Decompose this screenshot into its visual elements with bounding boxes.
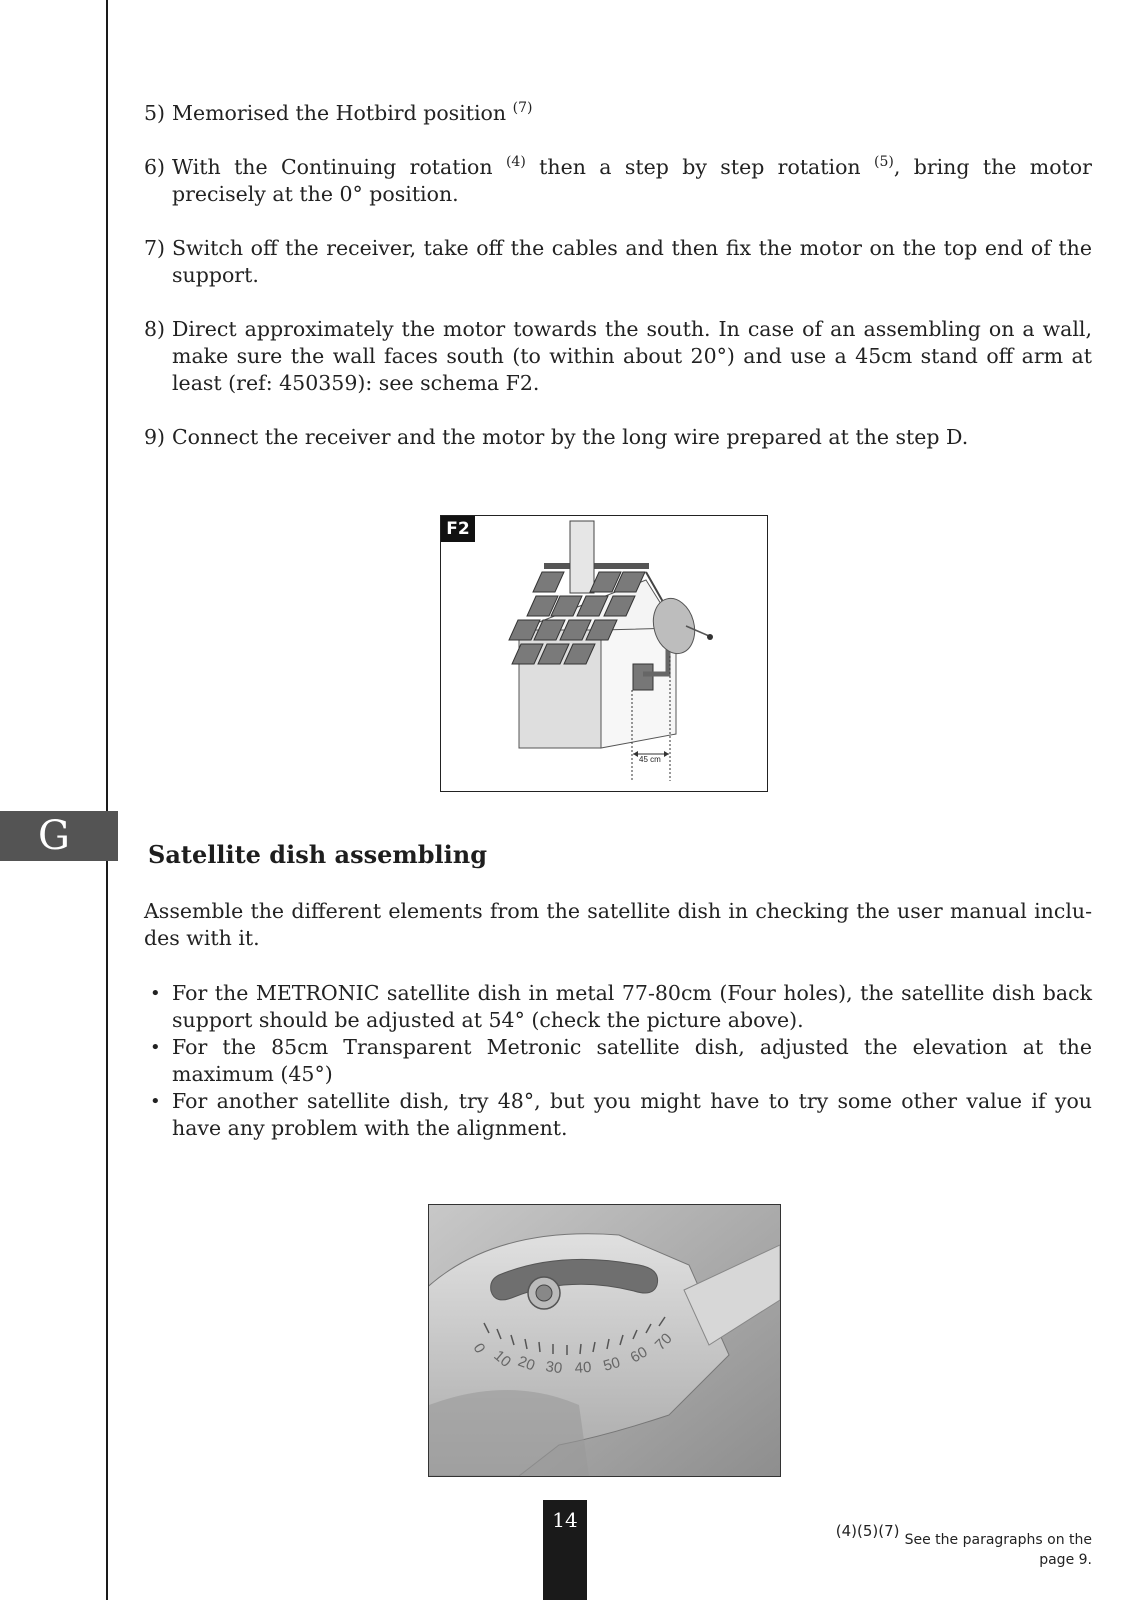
- step-7: [144, 235, 1092, 289]
- step-9: [144, 424, 1092, 451]
- figure-f2-house-diagram: [440, 515, 768, 792]
- step-number: 7): [144, 236, 166, 260]
- list-item: • For another satellite dish, try 48°, but you might have to try some other value if you have any problem with the alignment.: [144, 1088, 1092, 1142]
- scale-label: 20: [515, 1352, 538, 1375]
- section-tab: G: [0, 811, 118, 861]
- steps-list: [144, 100, 1092, 478]
- step-text: then a step by step rotation: [539, 155, 861, 179]
- measure-label: 45 cm: [639, 755, 661, 764]
- step-number: 8): [144, 317, 166, 341]
- left-margin-rule: [106, 0, 108, 1600]
- scale-label: 10: [490, 1347, 515, 1371]
- house-illustration: [441, 516, 767, 791]
- footnote-text: See the paragraphs on the: [904, 1532, 1092, 1548]
- step-text: With the Continuing rotation: [172, 155, 493, 179]
- step-number: 9): [144, 425, 166, 449]
- figure-label: F2: [441, 516, 475, 542]
- step-text: Connect the receiver and the motor by the long wire prepared at the step D.: [172, 425, 969, 449]
- section-heading: Satellite dish assembling: [148, 840, 487, 869]
- bullet-icon: •: [150, 983, 161, 1004]
- page-number: 14: [543, 1500, 587, 1600]
- step-text: , bring the motor precisely at the 0° position.: [172, 155, 1092, 206]
- step-number: 5): [144, 101, 166, 125]
- scale-label: 30: [544, 1358, 564, 1378]
- elevation-scale-photo: [428, 1204, 781, 1477]
- footnote-text: page 9.: [1039, 1552, 1092, 1568]
- section-intro: Assemble the different elements from the satellite dish in checking the user manual inclu-des with it.: [144, 899, 1092, 950]
- scale-label: 70: [651, 1330, 676, 1354]
- bullet-list: [144, 980, 1092, 1142]
- step-6: [144, 154, 1092, 208]
- scale-label: 60: [627, 1343, 651, 1367]
- bullet-icon: •: [150, 1091, 161, 1112]
- bullet-icon: •: [150, 1037, 161, 1058]
- step-text: Memorised the Hotbird position: [172, 101, 507, 125]
- scale-label: 0: [469, 1340, 489, 1357]
- list-item: • For the METRONIC satellite dish in metal 77-80cm (Four holes), the satellite dish back support should be adjusted at 54° (check the picture above).: [144, 980, 1092, 1034]
- step-text: Direct approximately the motor towards the south. In case of an assembling on a wall, make sure the wall faces south (to within about 20°) and use a 45cm stand off arm at least (ref: 450359): see schema F2.: [172, 317, 1092, 395]
- footnote: [792, 1522, 1092, 1569]
- list-item: • For the 85cm Transparent Metronic satellite dish, adjusted the elevation at the maximum (45°): [144, 1034, 1092, 1088]
- footnote-ref: (7): [512, 100, 533, 116]
- footnote-refs: (4)(5)(7): [835, 1522, 900, 1540]
- step-text: Switch off the receiver, take off the cables and then fix the motor on the top end of the support.: [172, 236, 1092, 287]
- step-number: 6): [144, 155, 166, 179]
- step-5: [144, 100, 1092, 127]
- footnote-ref: (5): [873, 154, 894, 170]
- footnote-ref: (4): [505, 154, 526, 170]
- scale-label: 50: [601, 1353, 623, 1375]
- scale-label: 40: [574, 1358, 592, 1377]
- step-8: [144, 316, 1092, 397]
